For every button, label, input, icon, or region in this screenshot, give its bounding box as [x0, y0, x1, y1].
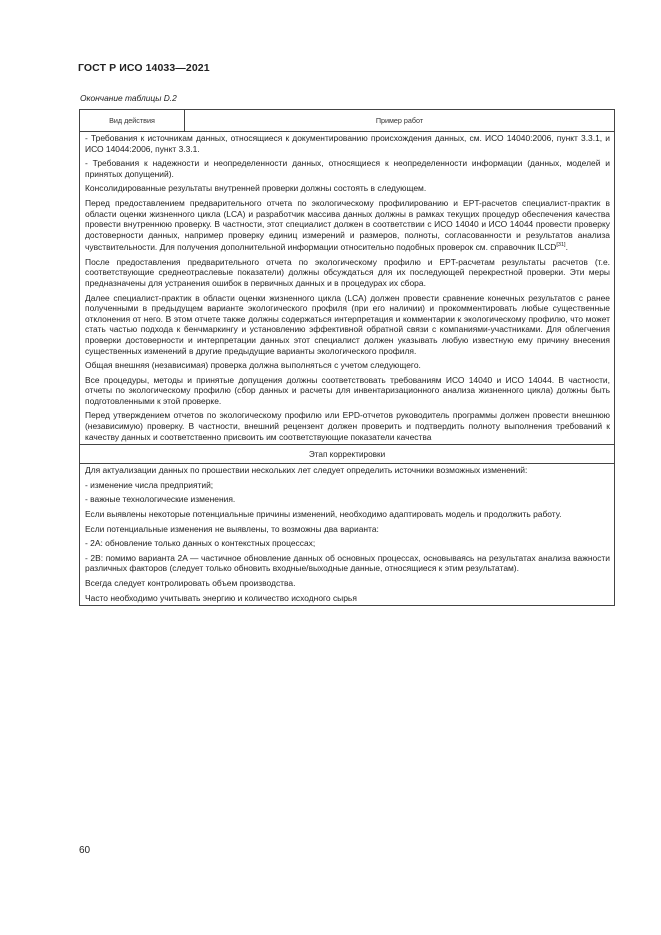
paragraph-text: Перед утверждением отчетов по экологическому профилю или EPD-отчетов руководитель программы должен провести внешнюю (независимую) проверку. В частности, внешний рецензент должен проверить и подтвердить полноту выполнения требований к качеству данных и соответственно присвоить им соответствующие показатели качества	[85, 410, 610, 442]
table-paragraph	[85, 198, 610, 253]
document-header: ГОСТ Р ИСО 14033—2021	[78, 62, 210, 74]
page-number: 60	[79, 845, 91, 856]
paragraph-text: - 2B: помимо варианта 2A — частичное обновление данных об основных процессах, основываясь на результатах анализа важности различных факторов (следует только обновить входные/выходные данные, относящиеся к этим результатам).	[85, 552, 610, 574]
table-paragraph	[85, 509, 610, 520]
table-paragraph	[85, 133, 610, 154]
paragraph-text: - изменение числа предприятий;	[85, 479, 214, 490]
column-header-action-type: Вид действия	[80, 110, 185, 131]
paragraph-text: Консолидированные результаты внутренней проверки должны состоять в следующем.	[85, 183, 427, 194]
paragraph-text: - Требования к надежности и неопределенности данных, относящиеся к неопределенности информации (данных, моделей и принятых допущений).	[85, 158, 610, 179]
paragraph-text: Для актуализации данных по прошествии нескольких лет следует определить источники возможных изменений:	[85, 465, 528, 476]
table-paragraph	[85, 480, 610, 491]
table-paragraph	[85, 593, 610, 604]
table-paragraph	[85, 293, 610, 357]
table-paragraph	[85, 553, 610, 574]
paragraph-text: Все процедуры, методы и принятые допущения должны соответствовать требованиям ИСО 14040 и ИСО 14044. В частности, отчеты по экологическому профилю (сбор данных и расчеты для инвентаризационного анализа жизненного цикла) должны быть подготовленными к этой проверке.	[85, 374, 610, 406]
table-paragraph	[85, 494, 610, 505]
paragraph-text: Общая внешняя (независимая) проверка должна выполняться с учетом следующего.	[85, 360, 421, 371]
paragraph-text: После предоставления предварительного отчета по экологическому профилю и EPT-расчетам результаты расчетов (т.е. соответствующие среднеотраслевые показатели) должны обсуждаться для их последующей перекрестной проверки. Эти меры предназначены для устранения ошибок в первичных данных и в процедурах их сбора.	[85, 256, 610, 288]
paragraph-text: Если потенциальные изменения не выявлены, то возможны два варианта:	[85, 523, 379, 534]
reference-superscript: [31]	[556, 242, 566, 249]
paragraph-text: Всегда следует контролировать объем производства.	[85, 578, 296, 588]
table-paragraph	[85, 578, 610, 589]
paragraph-text: - важные технологические изменения.	[85, 494, 236, 505]
table-paragraph	[85, 410, 610, 442]
table-d2	[79, 109, 615, 606]
paragraph-text: Часто необходимо учитывать энергию и количество исходного сырья	[85, 592, 357, 603]
table-paragraph	[85, 465, 610, 476]
table-paragraph	[85, 524, 610, 535]
table-caption: Окончание таблицы D.2	[80, 93, 177, 103]
paragraph-text: - 2A: обновление только данных о контекстных процессах;	[85, 538, 316, 549]
paragraph-text: - Требования к источникам данных, относящиеся к документированию происхождения данных, см. ИСО 14040:2006, пункт 3.3.1, и ИСО 14044:2006, пункт 3.3.1.	[85, 133, 610, 154]
table-body-part2	[80, 464, 614, 605]
table-paragraph	[85, 257, 610, 289]
table-paragraph	[85, 158, 610, 179]
table-paragraph	[85, 183, 610, 194]
column-header-work-example: Пример работ	[375, 116, 424, 125]
table-header	[80, 110, 614, 132]
table-paragraph	[85, 360, 610, 371]
table-paragraph	[85, 375, 610, 407]
table-body-part1	[80, 132, 614, 444]
paragraph-text-tail: .	[565, 242, 568, 253]
paragraph-text: Если выявлены некоторые потенциальные причины изменений, необходимо адаптировать модель и продолжить работу.	[85, 509, 562, 520]
paragraph-text: Перед предоставлением предварительного отчета по экологическому профилированию и EPT-расчетов специалист-практик в области оценки жизненного цикла (LCA) и разработчик массива данных должны в рамках текущих процедур обеспечения качества провести внутреннюю проверку. В частности, этот специалист должен в соответствии с ИСО 14040 и ИСО 14044 провести проверку достоверности данных, например проверку единиц измерений и размеров, полноты, согласованности и результатов анализа чувствительности. Для получения дополнительной информации относительно подобных проверок см. справочник ILCD	[85, 197, 610, 253]
section-title-correction-stage: Этап корректировки	[80, 444, 614, 464]
paragraph-text: Далее специалист-практик в области оценки жизненного цикла (LCA) должен провести сравнение конечных результатов с ранее полученными в предыдущем варианте экологического профиля (при его наличии) и прокомментировать любые существенные отклонения от него. В этом отчете также должны содержаться интерпретация и комментарии к экологическому профилю, что может стать частью подхода к бенчмаркингу и установлению эффективной обратной связи с компаниями-участниками. Для облегчения проверки достоверности и интерпретации данных этот специалист должен указывать любую известную ему причину внесения существенных изменений в другие предыдущие варианты экологического профиля.	[85, 292, 610, 356]
table-paragraph	[85, 538, 610, 549]
